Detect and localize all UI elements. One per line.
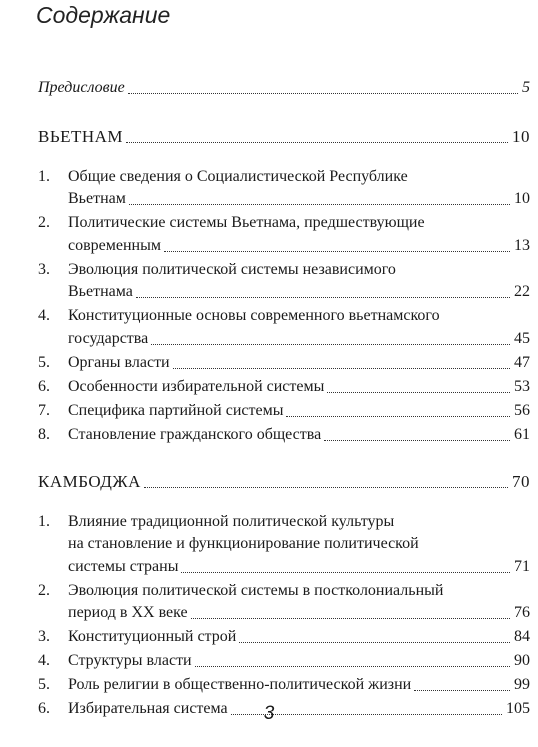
toc-entry[interactable] <box>38 259 530 281</box>
entry-page: 71 <box>514 557 530 575</box>
toc-entry[interactable] <box>38 580 530 602</box>
entry-title: Структуры власти <box>68 652 192 670</box>
entry-title: ВЬЕТНАМ <box>38 127 124 146</box>
entry-title: Эволюция политической системы в постколониальный <box>68 581 444 599</box>
entry-number: 4. <box>38 307 50 325</box>
entry-title: на становление и функционирование политической <box>68 535 419 553</box>
entry-page: 90 <box>514 652 530 670</box>
toc-entry[interactable] <box>38 556 530 578</box>
entry-number: 6. <box>38 377 50 395</box>
entry-page: 10 <box>514 190 530 208</box>
entry-title: Вьетнам <box>68 190 126 208</box>
entry-page: 53 <box>514 377 530 395</box>
entry-title: Предисловие <box>38 79 125 96</box>
toc-entry[interactable] <box>38 305 530 327</box>
entry-page: 45 <box>514 329 530 347</box>
dot-leader <box>324 440 510 441</box>
toc-entry[interactable] <box>38 650 530 672</box>
entry-title: современным <box>68 236 161 254</box>
dot-leader <box>144 487 508 488</box>
entry-number: 7. <box>38 401 50 419</box>
entry-title: Влияние традиционной политической культуры <box>68 513 395 530</box>
toc-entry[interactable] <box>38 626 530 648</box>
entry-title: Органы власти <box>68 353 170 371</box>
dot-leader <box>151 344 510 345</box>
entry-title: Политические системы Вьетнама, предшествующие <box>68 214 425 232</box>
entry-page: 56 <box>514 401 530 419</box>
toc-entry[interactable] <box>38 376 530 398</box>
toc-entry[interactable] <box>38 212 530 234</box>
entry-page: 99 <box>514 676 530 694</box>
dot-leader <box>181 572 510 573</box>
entry-title: Становление гражданского общества <box>68 425 322 443</box>
entry-number: 6. <box>38 700 50 718</box>
toc-entry[interactable] <box>38 424 530 446</box>
toc-entry[interactable] <box>38 674 530 696</box>
dot-leader <box>414 690 510 691</box>
dot-leader <box>327 392 510 393</box>
dot-leader <box>136 297 510 298</box>
entry-number: 3. <box>38 260 50 278</box>
toc-entry[interactable] <box>38 281 530 303</box>
dot-leader <box>286 416 510 417</box>
entry-number: 1. <box>38 168 50 185</box>
toc-entry[interactable] <box>38 511 530 533</box>
entry-page: 105 <box>506 700 530 718</box>
page-title: Содержание <box>36 2 171 28</box>
entry-page: 61 <box>514 425 530 443</box>
entry-title: Особенности избирательной системы <box>68 377 325 395</box>
entry-title: Общие сведения о Социалистической Республике <box>68 168 408 185</box>
entry-page: 84 <box>514 628 530 646</box>
dot-leader <box>173 368 510 369</box>
entry-title: период в XX веке <box>68 604 188 622</box>
dot-leader <box>239 642 510 643</box>
entry-number: 5. <box>38 676 50 694</box>
entry-title: Роль религии в общественно-политической жизни <box>68 676 412 694</box>
dot-leader <box>126 142 508 143</box>
entry-title: системы страны <box>68 557 179 575</box>
entry-page: 22 <box>514 283 530 301</box>
entry-title: КАМБОДЖА <box>38 472 141 491</box>
entry-title: государства <box>68 329 149 347</box>
entry-title: Вьетнама <box>68 283 133 301</box>
entry-page: 10 <box>512 127 530 146</box>
entry-number: 3. <box>38 628 50 646</box>
entry-page: 5 <box>522 79 530 96</box>
entry-title: Специфика партийной системы <box>68 401 284 419</box>
entry-title: Эволюция политической системы независимого <box>68 260 396 278</box>
entry-number: 5. <box>38 353 50 371</box>
toc-entry[interactable] <box>38 188 530 210</box>
toc-entry[interactable] <box>38 602 530 624</box>
toc-entry[interactable] <box>38 400 530 422</box>
toc-entry[interactable] <box>38 166 530 188</box>
entry-number: 2. <box>38 581 50 599</box>
entry-page: 70 <box>512 472 530 491</box>
entry-title: Конституционные основы современного вьетнамского <box>68 307 440 325</box>
toc-preface[interactable] <box>38 77 530 99</box>
dot-leader <box>195 666 510 667</box>
dot-leader <box>191 618 510 619</box>
dot-leader <box>128 93 518 94</box>
entry-number: 1. <box>38 513 50 530</box>
toc-entry[interactable] <box>38 328 530 350</box>
entry-title: Конституционный строй <box>68 628 237 646</box>
toc-section[interactable] <box>38 126 530 148</box>
toc-section[interactable] <box>38 471 530 493</box>
entry-page: 13 <box>514 236 530 254</box>
entry-title: Избирательная система <box>68 700 228 718</box>
entry-page: 76 <box>514 604 530 622</box>
entry-number: 4. <box>38 652 50 670</box>
entry-number: 2. <box>38 214 50 232</box>
dot-leader <box>164 251 510 252</box>
dot-leader <box>129 204 510 205</box>
entry-page: 47 <box>514 353 530 371</box>
page-number: 3 <box>263 703 275 724</box>
entry-number: 8. <box>38 425 50 443</box>
toc-entry[interactable] <box>38 352 530 374</box>
toc-entry[interactable] <box>38 533 530 555</box>
toc-entry[interactable] <box>38 235 530 257</box>
